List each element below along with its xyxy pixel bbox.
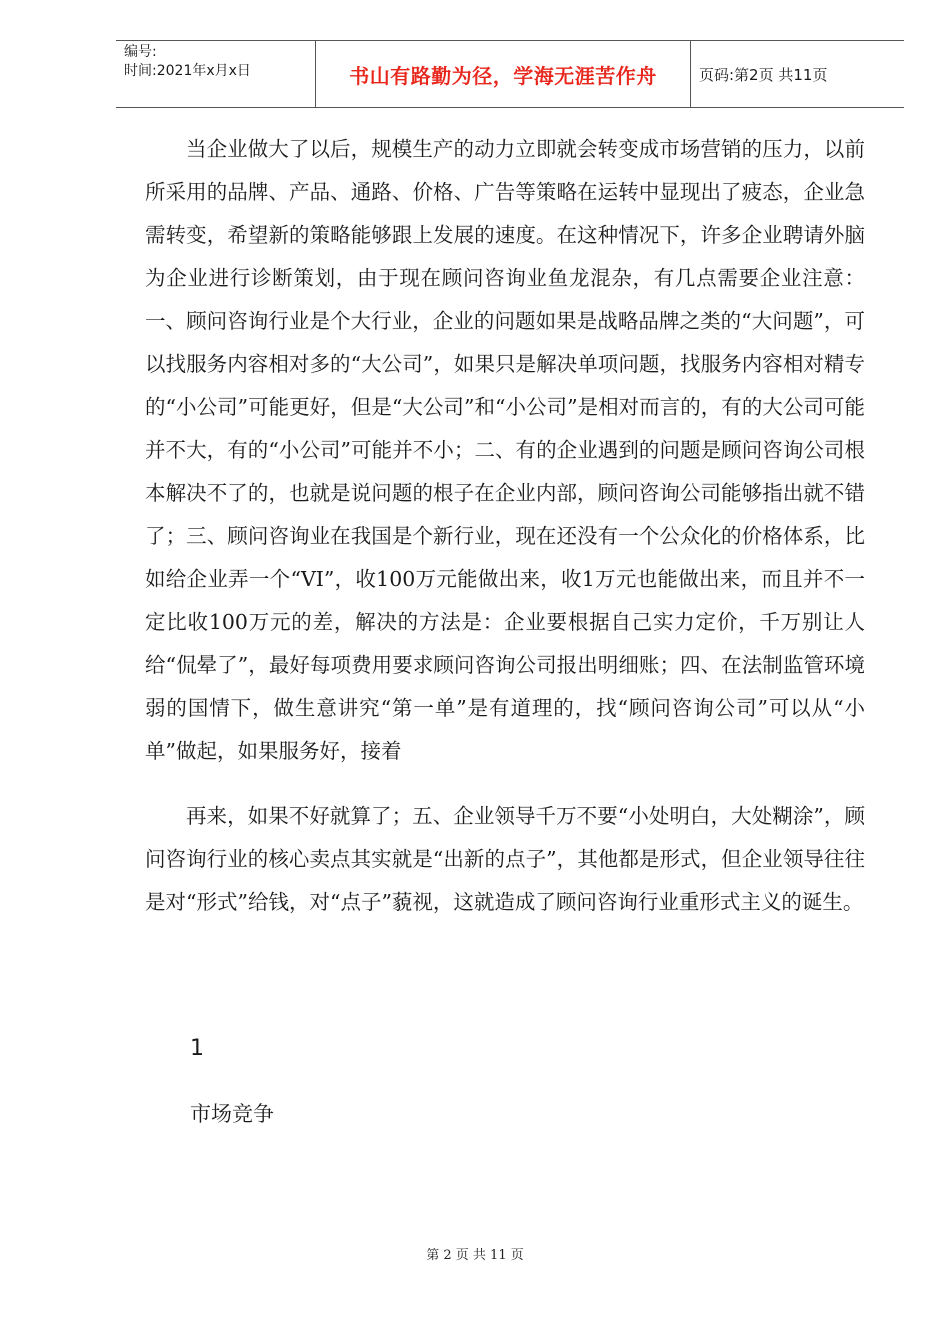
page-footer: 第 2 页 共 11 页	[426, 1248, 524, 1263]
document-number-label: 编号:	[124, 44, 157, 60]
document-header	[116, 40, 904, 108]
header-meta	[116, 41, 316, 107]
document-time-label: 时间:2021年x月x日	[124, 63, 251, 79]
body-paragraph-2: 再来，如果不好就算了；五、企业领导千万不要“小处明白，大处糊涂”，顾问咨询行业的核心卖点其实就是“出新的点子”，其他都是形式，但企业领导往往是对“形式”给钱，对“点子”藐视，这就造成了顾问咨询行业重形式主义的诞生。	[145, 804, 865, 914]
document-body	[145, 128, 865, 924]
body-paragraph-1: 当企业做大了以后，规模生产的动力立即就会转变成市场营销的压力，以前所采用的品牌、产品、通路、价格、广告等策略在运转中显现出了疲态，企业急需转变，希望新的策略能够跟上发展的速度。在这种情况下，许多企业聘请外脑为企业进行诊断策划，由于现在顾问咨询业鱼龙混杂，有几点需要企业注意：一、顾问咨询行业是个大行业，企业的问题如果是战略品牌之类的“大问题”，可以找服务内容相对多的“大公司”，如果只是解决单项问题，找服务内容相对精专的“小公司”可能更好，但是“大公司”和“小公司”是相对而言的，有的大公司可能并不大，有的“小公司”可能并不小；二、有的企业遇到的问题是顾问咨询公司根本解决不了的，也就是说问题的根子在企业内部，顾问咨询公司能够指出就不错了；三、顾问咨询业在我国是个新行业，现在还没有一个公众化的价格体系，比如给企业弄一个“VI”，收100万元能做出来，收1万元也能做出来，而且并不一定比收100万元的差，解决的方法是：企业要根据自己实力定价，千万别让人给“侃晕了”，最好每项费用要求顾问咨询公司报出明细账；四、在法制监管环境弱的国情下，做生意讲究“第一单”是有道理的，找“顾问咨询公司”可以从“小单”做起，如果服务好，接着	[145, 137, 865, 763]
header-page-info: 页码:第2页 共11页	[699, 65, 828, 84]
header-motto: 书山有路勤为径，学海无涯苦作舟	[316, 41, 691, 107]
section-number: 1	[190, 1036, 204, 1061]
section-heading: 市场竞争	[190, 1102, 274, 1126]
